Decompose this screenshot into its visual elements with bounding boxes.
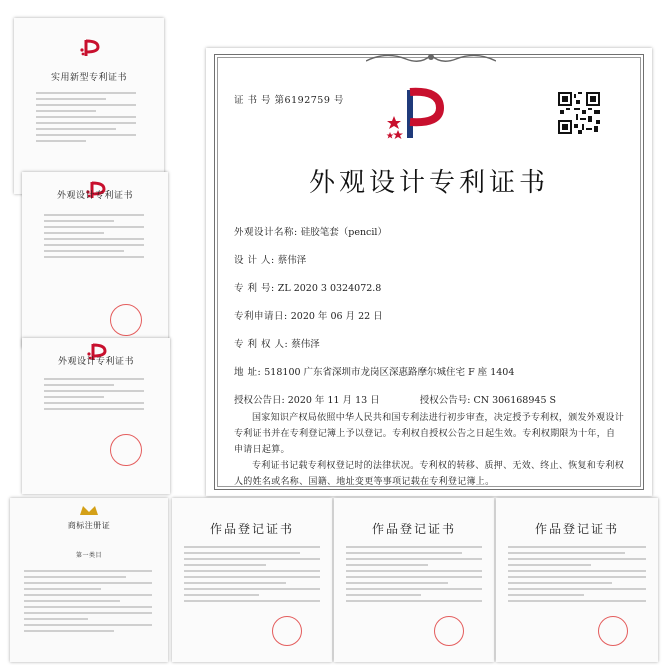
field-label: 设 计 人:: [234, 255, 275, 266]
field-label: 外观设计名称:: [234, 227, 298, 238]
field-design-name: [234, 224, 387, 238]
patent-office-emblem-icon: [384, 86, 448, 146]
side-certificate-2: [22, 172, 168, 348]
grant-number-value: CN 306168945 S: [473, 395, 557, 406]
grant-statement: 国家知识产权局依照中华人民共和国专利法进行初步审查，决定授予专利权，颁发外观设计专利证书并在专利登记簿上予以登记。专利权自授权公告之日起生效。专利权期限为十年，自申请日起算。: [234, 413, 625, 455]
grant-number-label: 授权公告号:: [419, 395, 471, 406]
field-address: [234, 364, 514, 378]
field-label: 地 址:: [234, 367, 262, 378]
trademark-emblem-icon: [78, 502, 100, 521]
work-registration-certificate-2: [334, 498, 494, 662]
side-certificate-3: [22, 338, 170, 494]
side-certificate-text: [44, 210, 144, 262]
field-value: 518100 广东省深圳市龙岗区深惠路摩尔城住宅 F 座 1404: [264, 367, 515, 378]
side-certificate-text: [36, 88, 136, 146]
side-certificate-text: [44, 374, 144, 414]
work-registration-certificate-3: [496, 498, 658, 662]
field-value: ZL 2020 3 0324072.8: [277, 283, 382, 294]
work-registration-certificate-1: [172, 498, 332, 662]
field-patent-number: [234, 280, 381, 294]
official-seal-stamp: [110, 304, 142, 336]
grant-date-label: 授权公告日:: [234, 395, 285, 406]
main-patent-certificate: [206, 48, 652, 496]
field-patentee: [234, 336, 320, 350]
trademark-title: 商标注册证: [67, 521, 111, 530]
side-certificate-title: 外观设计专利证书: [56, 191, 133, 201]
official-seal-stamp: [110, 434, 142, 466]
certificate-title: 外观设计专利证书: [308, 168, 549, 198]
field-label: 专 利 权 人:: [234, 339, 289, 350]
field-grant-info: [234, 392, 556, 406]
side-certificate-title: 实用新型专利证书: [50, 73, 127, 83]
field-value: 蔡伟泽: [291, 339, 320, 350]
trademark-subtitle: 第一类目: [75, 552, 102, 559]
registration-text: [184, 542, 320, 606]
official-seal-stamp: [434, 616, 464, 646]
trademark-certificate: [10, 498, 168, 662]
work-registration-title: 作品登记证书: [209, 522, 294, 536]
patent-emblem-icon: [78, 38, 100, 62]
certificate-number: 证 书 号 第6192759 号: [234, 95, 344, 106]
trademark-text: [24, 566, 152, 636]
grant-date-value: 2020 年 11 月 13 日: [287, 395, 380, 406]
official-seal-stamp: [272, 616, 302, 646]
registration-text: [346, 542, 482, 606]
field-label: 专 利 号:: [234, 283, 275, 294]
field-label: 专利申请日:: [234, 311, 288, 322]
side-certificate-title: 外观设计专利证书: [57, 357, 134, 367]
ornament-top: [366, 50, 496, 69]
field-application-date: [234, 308, 383, 322]
qr-code: [558, 92, 600, 134]
official-seal-stamp: [598, 616, 628, 646]
work-registration-title: 作品登记证书: [371, 522, 456, 536]
field-value: 2020 年 06 月 22 日: [290, 311, 383, 322]
field-designer: [234, 252, 306, 266]
work-registration-title: 作品登记证书: [534, 522, 619, 536]
registration-text: [508, 542, 646, 606]
field-value: 蔡伟泽: [277, 255, 307, 266]
side-certificate-1: [14, 18, 164, 194]
field-value: 硅胶笔套（pencil）: [300, 227, 387, 238]
legal-status-statement: 专利证书记载专利权登记时的法律状况。专利权的转移、质押、无效、终止、恢复和专利权人的姓名或名称、国籍、地址变更等事项记载在专利登记簿上。: [234, 461, 625, 487]
